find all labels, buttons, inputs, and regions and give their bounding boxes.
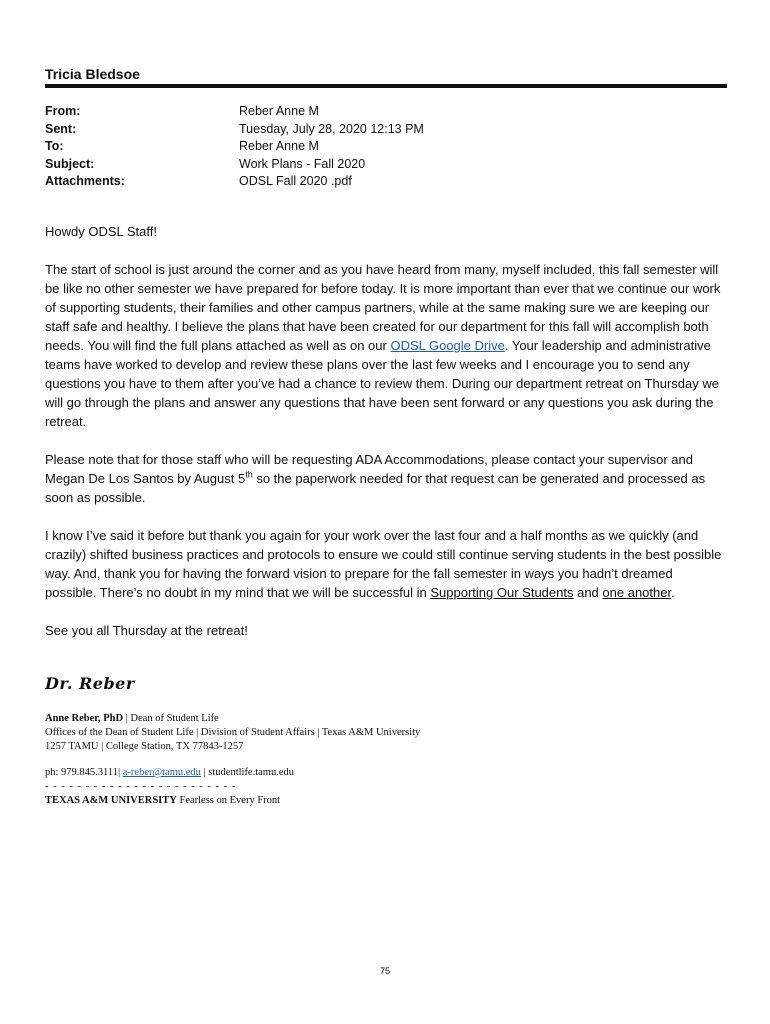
- header-from: From: Reber Anne M: [45, 104, 319, 118]
- paragraph-1: The start of school is just around the corner and as you have heard from many, myself included, this fall semester will be like no other semester we have prepared for before today. It is more important than ever that we continue our work of supporting students, their families and other campus partners, while at the same making sure we are keeping our staff safe and healthy. I believe the plans that have been created for our department for this fall will accomplish both needs. You will find the full plans attached as well as on our ODSL Google Drive. Your leadership and administrative teams have worked to develop and review these plans over the last few weeks and I encourage you to send any questions you have to them after you’ve had a chance to review them. During our department retreat on Thursday we will go through the plans and answer any questions that have been sent forward or any questions you ask during the retreat.: [45, 262, 721, 429]
- odsl-google-drive-link[interactable]: ODSL Google Drive: [390, 338, 505, 353]
- closing-line: See you all Thursday at the retreat!: [45, 623, 248, 638]
- email-link[interactable]: a-reber@tamu.edu: [122, 767, 201, 778]
- signature-card: [45, 712, 420, 808]
- header-rule: [45, 84, 727, 88]
- header-sent: Sent: Tuesday, July 28, 2020 12:13 PM: [45, 121, 424, 136]
- header-subject: Subject: Work Plans - Fall 2020: [45, 156, 366, 171]
- signature-contact: ph: 979.845.3111| a-reber@tamu.edu | studentlife.tamu.edu: [45, 767, 295, 778]
- script-signature: Dr. Reber: [45, 674, 135, 693]
- signature-divider: - - - - - - - - - - - - - - - - - - - - - - - -: [45, 781, 237, 792]
- email-header-block: [45, 103, 424, 191]
- signature-office: Offices of the Dean of Student Life | Division of Student Affairs | Texas A&M University: [45, 727, 421, 738]
- paragraph-2: Please note that for those staff who will be requesting ADA Accommodations, please contact your supervisor and Megan De Los Santos by August 5th so the paperwork needed for that request can be generated and processed as soon as possible.: [45, 452, 706, 505]
- email-body: [45, 222, 727, 659]
- page-number: 75: [379, 966, 390, 976]
- paragraph-3: I know I’ve said it before but thank you again for your work over the last four and a half months as we quickly (and crazily) shifted business practices and protocols to ensure we could still continue serving students in the best possible way. And, thank you for having the forward vision to prepare for the fall semester in ways you hadn’t dreamed possible. There’s no doubt in my mind that we will be successful in Supporting Our Students and one another.: [45, 528, 722, 600]
- signature-address: 1257 TAMU | College Station, TX 77843-1257: [45, 741, 244, 752]
- header-attachments: Attachments: ODSL Fall 2020 .pdf: [45, 174, 352, 188]
- recipient-name: Tricia Bledsoe: [45, 66, 140, 82]
- signature-university: TEXAS A&M UNIVERSITY Fearless on Every Front: [45, 795, 281, 806]
- header-to: To: Reber Anne M: [45, 139, 319, 153]
- signature-name-line: Anne Reber, PhD | Dean of Student Life: [45, 713, 219, 724]
- greeting: Howdy ODSL Staff!: [45, 224, 157, 239]
